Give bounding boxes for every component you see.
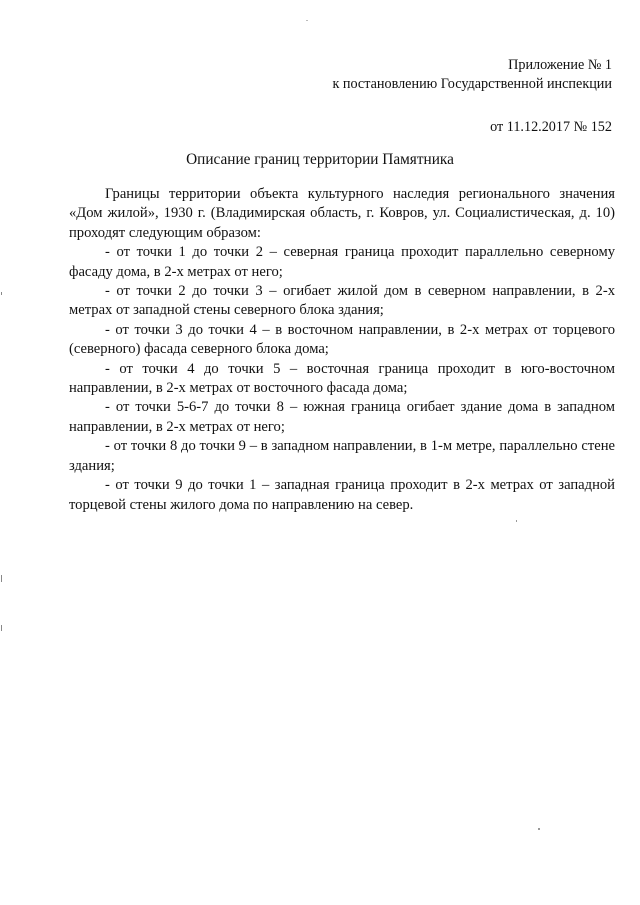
scan-artifact	[306, 20, 308, 21]
document-title: Описание границ территории Памятника	[186, 151, 454, 168]
boundary-item-2-3: - от точки 2 до точки 3 – огибает жилой дом в северном направлении, в 2-х метрах от западной стены северного блока здания;	[69, 283, 615, 319]
attachment-header	[292, 56, 612, 137]
boundary-item-3-4: - от точки 3 до точки 4 – в восточном направлении, в 2-х метрах от торцевого (северного) фасада северного блока дома;	[69, 321, 615, 358]
attachment-number: Приложение № 1	[508, 57, 612, 73]
scan-artifact	[1, 625, 2, 631]
intro-paragraph: Границы территории объекта культурного наследия регионального значения «Дом жилой», 1930 г. (Владимирская область, г. Ковров, ул. Социалистическая, д. 10) проходят следующим образом:	[69, 186, 615, 241]
scan-artifact	[516, 520, 517, 522]
resolution-date: от 11.12.2017 № 152	[490, 119, 612, 135]
boundary-item-4-5: - от точки 4 до точки 5 – восточная граница проходит в юго-восточном направлении, в 2-х метрах от восточного фасада дома;	[69, 360, 615, 397]
boundary-item-1-2: - от точки 1 до точки 2 – северная граница проходит параллельно северному фасаду дома, в 2-х метрах от него;	[69, 244, 615, 280]
scan-artifact	[538, 828, 540, 830]
boundary-item-8-9: - от точки 8 до точки 9 – в западном направлении, в 1-м метре, параллельно стене здания;	[69, 438, 615, 474]
document-body	[69, 185, 615, 515]
scan-artifact	[1, 575, 2, 582]
boundary-item-9-1: - от точки 9 до точки 1 – западная граница проходит в 2-х метрах от западной торцевой стены жилого дома по направлению на север.	[69, 477, 615, 513]
attachment-reference: к постановлению Государственной инспекции	[332, 76, 612, 92]
boundary-item-5-8: - от точки 5-6-7 до точки 8 – южная граница огибает здание дома в западном направлении, в 2-х метрах от него;	[69, 399, 615, 435]
scan-artifact	[1, 292, 2, 295]
